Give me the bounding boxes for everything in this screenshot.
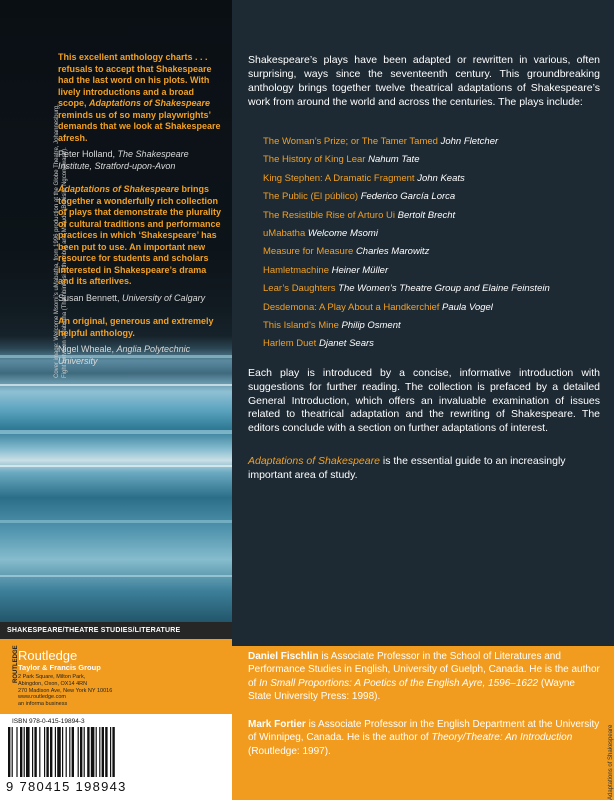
barcode-bar: [112, 727, 114, 777]
quote-text: This excellent anthology charts . . . refusals to accept that Shakespeare had the last word on his plots. With lively introductions and a broad scope, Adaptations of Shakespeare reminds us of so many playwrights’ demands that we look at Shakespeare afresh.: [58, 52, 221, 143]
barcode-bar: [72, 727, 74, 777]
play-item: Harlem Duet Djanet Sears: [263, 338, 374, 350]
quote-attribution: Susan Bennett, University of Calgary: [58, 292, 206, 303]
barcode-bar: [34, 727, 36, 777]
barcode-bar: [12, 727, 13, 777]
publisher-address: [18, 674, 112, 708]
play-item: Hamletmachine Heiner Müller: [263, 264, 389, 276]
address-line: Abingdon, Oxon, OX14 4RN: [18, 680, 88, 687]
barcode-bar: [84, 727, 85, 777]
barcode-bar: [44, 727, 45, 777]
barcode-bar: [39, 727, 40, 777]
address-line: 270 Madison Ave, New York NY 10016: [18, 687, 113, 694]
barcode-bar: [16, 727, 17, 777]
address-line: www.routledge.com: [18, 694, 66, 701]
barcode-bar: [50, 727, 52, 777]
review-quotes: [58, 52, 224, 379]
barcode-bar: [57, 727, 61, 777]
barcode-bar: [78, 727, 79, 777]
book-description-2: Each play is introduced by a concise, informative introduction with suggestions for further reading. The collection is prefaced by a detailed General Introduction, which offers an invaluable examination of issues related to theatrical adaptation and the rewriting of Shakespeare. The editors conclude with a section on further adaptations of interest.: [248, 367, 600, 435]
spine-label: Adaptations of Shakespeare: [608, 724, 614, 800]
barcode-bar: [105, 727, 107, 777]
play-item: Lear’s Daughters The Women’s Theatre Group and Elaine Feinstein: [263, 283, 550, 295]
quote-attribution: Nigel Wheale, Anglia Polytechnic University: [58, 344, 191, 366]
publisher-name: Routledge: [18, 648, 78, 663]
barcode-bar: [102, 727, 104, 777]
barcode-bar: [26, 727, 30, 777]
barcode-bar: [110, 727, 111, 777]
play-item: The Public (El público) Federico García Lorca: [263, 191, 456, 203]
quote-text: An original, generous and extremely helpful anthology.: [58, 316, 214, 338]
author-bio-1: Daniel Fischlin is Associate Professor in the School of Literatures and Performance Studies in English, University of Guelph, Canada. He is the author of In Small Proportions: A Poetics of the English Ayre, 1596–1622 (Wayne State University Press: 1998).: [248, 651, 600, 703]
barcode-bar: [96, 727, 97, 777]
play-item: The Woman’s Prize; or The Tamer Tamed John Fletcher: [263, 136, 499, 147]
address-line: 2 Park Square, Milton Park,: [18, 674, 86, 680]
category-label: SHAKESPEARE/THEATRE STUDIES/LITERATURE: [0, 622, 232, 639]
barcode-bar: [99, 727, 100, 777]
barcode-bar: [80, 727, 82, 777]
play-item: Measure for Measure Charles Marowitz: [263, 246, 430, 258]
cover-image-credit: Cover image: Welcome Msomi’s uMabatha, from 1996 production at the Globe Theatre, Johannesburg. Fight between uMabatha (Thembinkosi Mthembu) and Mafudu (Bonisile Ngcongwane).: [54, 104, 68, 378]
plays-list: [263, 133, 603, 354]
publisher-subtitle: Taylor & Francis Group: [18, 663, 101, 672]
play-item: King Stephen: A Dramatic Fragment John Keats: [263, 172, 465, 184]
play-item: The History of King Lear Nahum Tate: [263, 154, 420, 166]
barcode-bar: [46, 727, 48, 777]
barcode-bar: [20, 727, 22, 777]
barcode-bar: [66, 727, 67, 777]
barcode-bar: [24, 727, 25, 777]
barcode-bar: [32, 727, 33, 777]
quote-text: Adaptations of Shakespeare brings together a wonderfully rich collection of plays that demonstrate the plurality of cultural traditions and performance practices in which ‘Shakespeare’ has been put to use. An important new resource for students and scholars interested in Shakespeare’s drama and its afterlives.: [58, 184, 222, 286]
barcode-icon: [8, 727, 118, 777]
play-item: Desdemona: A Play About a Handkerchief Paula Vogel: [263, 301, 493, 313]
barcode-bar: [69, 727, 70, 777]
play-item: The Resistible Rise of Arturo Ui Bertolt Brecht: [263, 209, 456, 221]
book-description: Shakespeare’s plays have been adapted or rewritten in various, often surprising, ways since the seventeenth century. This groundbreaking anthology brings together twelve theatrical adaptations of Shakespeare’s work from around the world and across the centuries. The plays include:: [248, 54, 600, 108]
author-bio-2: Mark Fortier is Associate Professor in the English Department at the University of Winnipeg, Canada. He is the author of Theory/Theatre: An Introduction (Routledge: 1997).: [248, 719, 600, 757]
barcode-bar: [91, 727, 95, 777]
closing-statement: Adaptations of Shakespeare is the essential guide to an increasingly important area of study.: [248, 455, 566, 481]
barcode-bar: [87, 727, 89, 777]
address-line: an informa business: [18, 701, 68, 708]
publisher-vertical-label: ROUTLEDGE: [13, 645, 19, 683]
barcode-bar: [8, 727, 10, 777]
play-item: uMabatha Welcome Msomi: [263, 228, 378, 240]
barcode-bar: [55, 727, 56, 777]
isbn-digits: 9 780415 198943: [6, 779, 127, 794]
play-item: This Island’s Mine Philip Osment: [263, 320, 401, 332]
isbn-label: ISBN 978-0-415-19894-3: [12, 718, 85, 725]
quote-attribution: Peter Holland, The Shakespeare Institute, Stratford-upon-Avon: [58, 149, 189, 171]
barcode-bar: [62, 727, 63, 777]
